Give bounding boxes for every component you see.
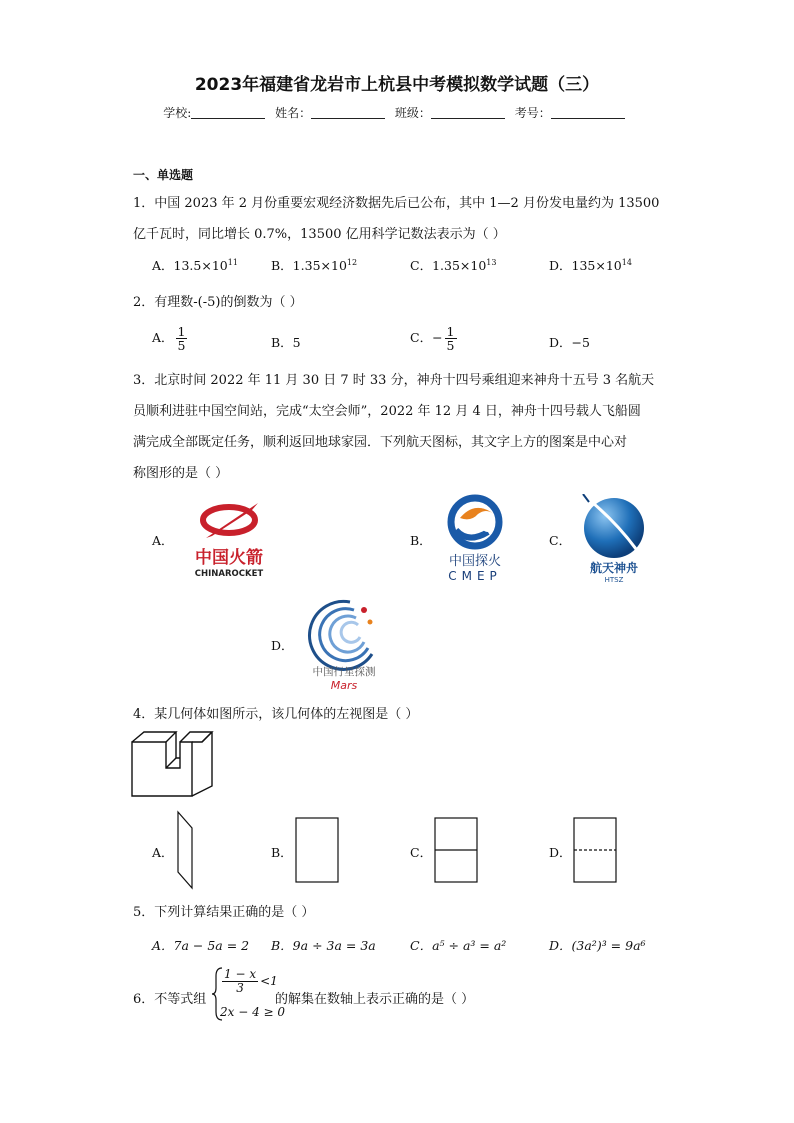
china-rocket-logo [182, 500, 276, 580]
q4-option-a-figure [172, 810, 196, 890]
q5-stem: 5．下列计算结果正确的是（ ） [133, 905, 315, 920]
school-blank[interactable] [191, 106, 265, 119]
exam-no-blank[interactable] [551, 106, 625, 119]
q3-option-d-label[interactable]: D． [271, 638, 294, 653]
q6-stem-start: 6．不等式组 [133, 992, 207, 1007]
page-title: 2023年福建省龙岩市上杭县中考模拟数学试题（三） [194, 75, 600, 95]
q3-option-b-label[interactable]: B． [410, 533, 432, 548]
q3-line3: 满完成全部既定任务，顺利返回地球家园．下列航天图标，其文字上方的图案是中心对 [133, 435, 628, 450]
mars-logo [302, 596, 386, 692]
q1-line2: 亿千瓦时，同比增长 0.7%，13500 亿用科学记数法表示为（ ） [133, 227, 506, 242]
exam-no-label: 考号： [514, 106, 551, 120]
q3-line1: 3．北京时间 2022 年 11 月 30 日 7 时 33 分，神舟十四号乘组迎来神舟十五号 3 名航天 [133, 373, 655, 388]
q3-line2: 员顺利进驻中国空间站，完成“太空会师”，2022 年 12 月 4 日，神舟十四号载人飞船圆 [133, 404, 641, 419]
q2-option-b[interactable]: B．5 [271, 335, 301, 350]
name-label: 姓名： [275, 106, 312, 120]
q1-option-d[interactable]: D．$135\times 10^{14}$ [549, 257, 632, 273]
q4-option-c-label[interactable]: C． [410, 845, 433, 860]
q2-option-a[interactable]: A． $\frac{1}{5}$ [152, 324, 186, 353]
school-label: 学校: [163, 106, 192, 120]
q3-line4: 称图形的是（ ） [133, 466, 229, 481]
q2-stem: 2．有理数-(-5)的倒数为（ ） [133, 295, 303, 310]
inequality-2: 2x − 4 ≥ 0 [220, 1005, 286, 1019]
student-info [0, 104, 794, 121]
class-blank[interactable] [431, 106, 505, 119]
q6-stem-end: 的解集在数轴上表示正确的是（ ） [275, 992, 475, 1007]
q4-option-c-figure [434, 817, 478, 883]
q4-option-b-label[interactable]: B． [271, 845, 293, 860]
q1-option-c[interactable]: C．$1.35\times 10^{13}$ [410, 257, 497, 273]
q4-option-b-figure [295, 817, 339, 883]
svg-text:中国探火: 中国探火 [448, 554, 502, 569]
q5-option-d[interactable]: D．(3a²)³ = 9a⁶ [549, 938, 646, 953]
solid-figure [130, 730, 220, 800]
q1-option-b[interactable]: B．$1.35\times 10^{12}$ [271, 257, 358, 273]
svg-text:中国行星探测: 中国行星探测 [312, 666, 376, 678]
cmep-logo [438, 492, 512, 584]
q2-option-c[interactable]: C．− $\frac{1}{5}$ [410, 324, 455, 353]
svg-text:中国火箭: 中国火箭 [195, 548, 263, 568]
q4-stem: 4．某几何体如图所示，该几何体的左视图是（ ） [133, 707, 419, 722]
svg-text:CHINAROCKET: CHINAROCKET [194, 569, 264, 579]
q5-option-b[interactable]: B．9a ÷ 3a = 3a [271, 938, 376, 953]
htsz-logo [579, 494, 649, 584]
class-label: 班级： [394, 106, 431, 120]
inequality-1: $\frac{1 - x}{3}$ <1 [224, 967, 278, 995]
q2-option-d[interactable]: D．−5 [549, 335, 590, 350]
q3-option-a-label[interactable]: A． [152, 533, 174, 548]
q5-option-a[interactable]: A．7a − 5a = 2 [152, 938, 250, 953]
svg-text:航天神舟: 航天神舟 [589, 561, 639, 575]
q1-option-a[interactable]: A．$13.5\times 10^{11}$ [152, 257, 238, 273]
svg-text:CMEP: CMEP [448, 569, 502, 583]
q4-option-d-label[interactable]: D． [549, 845, 572, 860]
q1-line1: 1．中国 2023 年 2 月份重要宏观经济数据先后已公布，其中 1—2 月份发电量约为 13500 [133, 196, 660, 211]
q5-option-c[interactable]: C．a⁵ ÷ a³ = a² [410, 938, 507, 953]
section-heading: 一、单选题 [133, 168, 194, 182]
q4-option-a-label[interactable]: A． [152, 845, 174, 860]
svg-text:Mars: Mars [330, 679, 358, 692]
q3-option-c-label[interactable]: C． [549, 533, 572, 548]
q4-option-d-figure [573, 817, 617, 883]
svg-text:HTSZ: HTSZ [604, 576, 624, 584]
name-blank[interactable] [311, 106, 385, 119]
